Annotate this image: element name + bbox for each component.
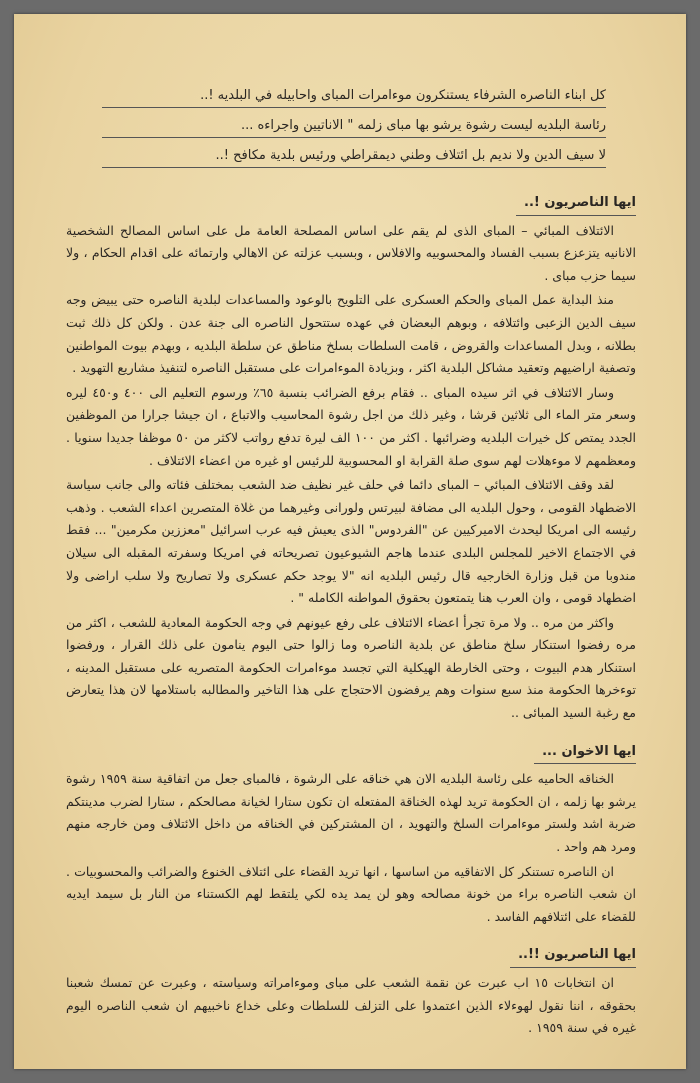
leaflet-body [66, 86, 636, 1040]
slogan-line-1: كل ابناء الناصره الشرفاء يستنكرون موءامرات المباى واحابيله في البلديه !.. [102, 86, 606, 108]
section-nazarenes [66, 176, 636, 725]
slogan-line-2: رئاسة البلديه ليست رشوة يرشو بها مباى زلمه " الاناتيين واجراءه ... [102, 116, 606, 138]
paragraph: ان انتخابات ١٥ اب عبرت عن نقمة الشعب على مباى وموءامراته وسياسته ، وعبرت عن تمسك شعبنا بحقوقه ، اننا نقول لهوءلاء الذين اعتمدوا على التزلف للسلطات وعلى خداع ناخبيهم ان شعب الناصره اليوم غيره في سنة ١٩٥٩ . [66, 975, 636, 1036]
section-heading: ايها الناصريون !!.. [510, 944, 636, 968]
section-heading: ايها الناصريون !.. [516, 192, 636, 216]
paragraph: وسار الائتلاف في اثر سيده المباى .. فقام برفع الضرائب بنسبة ٦٥٪ ورسوم التعليم الى ٤٠٠ و٤٥٠ ليره وسعر متر الماء الى ثلاثين قرشا ، وغير ذلك من اجل رشوة المحاسيب والاتباع ، ان جيشا جرارا من الموظفين الجدد يمتص كل خيرات البلديه وضرائبها . اكثر من ١٠٠ الف ليرة تدفع رواتب لاكثر من ٥٠ موظفا جديدا سنويا . ومعظمهم لا موءهلات لهم سوى صلة القرابة او المحسوبية للرئيس او غيره من اعضاء الائتلاف . [66, 384, 636, 468]
paragraph: منذ البداية عمل المباى والحكم العسكرى على التلويح بالوعود والمساعدات لبلدية الناصره حتى يبيض وجه سيف الدين الزعبى وائتلافه ، وبوهم البعضان في عهده ستتحول الناصره الى جنة عدن . ولكن كل ذلك ثبت بطلانه ، وبدل المساعدات والقروض ، قامت السلطات بسلخ مناطق عن سلطة البلديه ، وبهدم بيوت المواطنين وتصفية اراضيهم وتعقيد مشاكل البلدية اكثر ، وبزيادة الموءامرات على مستقبل الناصره لتنفيذ مشاريع التهويد . [66, 292, 636, 376]
slogan-line-3: لا سيف الدين ولا نديم بل ائتلاف وطني ديمقراطي ورئيس بلدية مكافح !.. [102, 146, 606, 168]
header-slogans [66, 86, 636, 168]
section-heading: ايها الاخوان ... [534, 741, 636, 765]
paragraph: ان الناصره تستنكر كل الاتفاقيه من اساسها ، انها تريد القضاء على ائتلاف الخنوع والضرائب والمحسوبيات . ان شعب الناصره براء من خونة مصالحه وهو لن يمد يده لكي يلتقط لهم الكستناء من النار بل سيمد ايديه للقضاء على ائتلافهم الفاسد . [66, 863, 636, 924]
paragraph: واكثر من مره .. ولا مرة تجرأ اعضاء الائتلاف على رفع عيونهم في وجه الحكومة المعادية للشعب ، اكثر من مره رفضوا استنكار سلخ مناطق عن بلدية الناصره وما زالوا حتى اليوم ينامون على ذلك القرار ، ورفضوا استنكار هدم البيوت ، وحتى الخارطة الهيكلية التي تجسد موءامرات الحكومة المتصريه على مستقبل المدينه ، توءخرها الحكومة منذ سبع سنوات وهم يرفضون الاحتجاج على هذا التاخير والمطالبه باستلامها لان هذا يتعارض مع رغبة السيد المبائى .. [66, 614, 636, 721]
section-brothers [66, 725, 636, 929]
paragraph: الخناقه الحاميه على رئاسة البلديه الان هي خناقه على الرشوة ، فالمباى جعل من اتفاقية سنة ١٩٥٩ رشوة يرشو بها زلمه ، ان الحكومة تريد لهذه الخناقة المفتعله ان تكون ستارا لخيانة مصالحكم ، ستارا لضرب مدينتكم ضربة اشد ولستر موءامرات السلخ والتهويد ، ان المشتركين في الخناقه من داخل الائتلاف ومن خارجه منهم ومرد هم واحد . [66, 771, 636, 855]
paragraph: الائتلاف المبائي – المباى الذى لم يقم على اساس المصلحة العامة مل على اساس المصالح الشخصية الانانيه يتزعزع بسبب الفساد والمحسوبيه والافلاس ، وبسبب عزلته عن الاهالي وارتمائه على اقدام الحكام ، ولا سيما حزب مباى . [66, 222, 636, 283]
section-nazarenes-closing [66, 928, 636, 1039]
paragraph: لقد وقف الائتلاف المبائي – المباى دائما في حلف غير نظيف ضد الشعب بمختلف فئاته والى جانب سياسة الاضطهاد القومى ، وحول البلديه الى مضافة لبيرتس ولورانى وغيرهما من غلاة المتصرين اعداء الشعب . وذهب رئيسه الى امريكا ليحدث الاميركيين عن "الفردوس" الذى يعيش فيه عرب اسرائيل "معززين مكرمين" ... فقط في الاجتماع الاخير للمجلس البلدى عندما هاجم الشيوعيون تصريحاته في امريكا وسفرته المقبله الى سيلان مندوبا من قبل وزارة الخارجيه قال رئيس البلديه انه "لا يوجد حكم عسكرى ولا تصاريح ولا سلب اراضى ولا اضطهاد قومى ، وان العرب هنا يتمتعون بحقوق المواطنه الكامله " . [66, 477, 636, 606]
document-page [14, 14, 686, 1069]
